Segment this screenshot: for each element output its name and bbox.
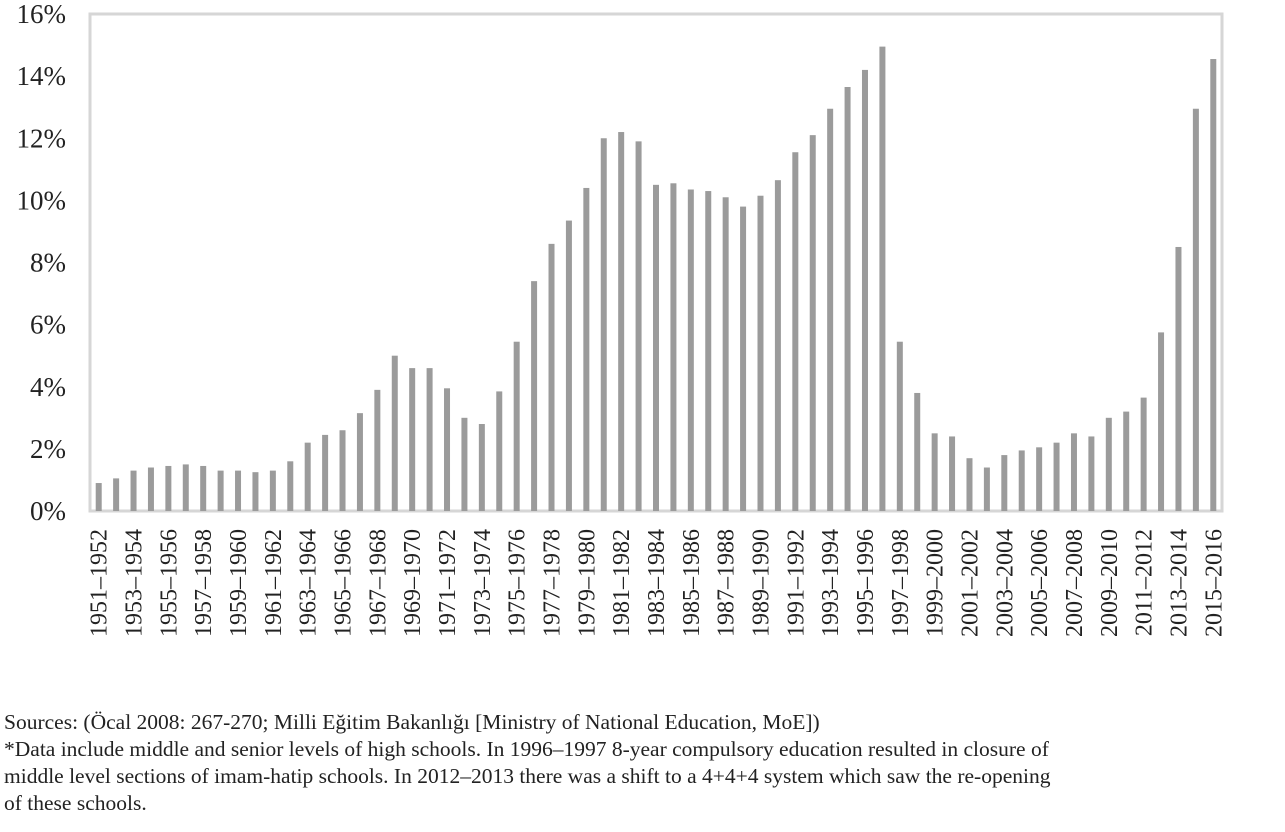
x-tick-label: 1999–2000	[922, 529, 949, 637]
x-axis	[87, 529, 1228, 637]
bar	[1193, 109, 1199, 511]
x-tick-label: 1955–1956	[156, 529, 183, 637]
bar	[427, 368, 433, 511]
x-tick-label: 1991–1992	[783, 529, 810, 637]
y-tick-label: 12%	[16, 123, 66, 154]
bar	[688, 190, 694, 512]
bar	[479, 424, 485, 511]
bar	[653, 185, 659, 511]
bar	[113, 478, 119, 511]
bar	[966, 458, 972, 511]
bar	[531, 281, 537, 511]
x-tick-label: 2009–2010	[1096, 529, 1123, 637]
x-tick-label: 1987–1988	[713, 529, 740, 637]
bar	[287, 461, 293, 511]
bar	[549, 244, 555, 511]
bar	[270, 471, 276, 511]
bar	[322, 435, 328, 511]
y-tick-label: 16%	[16, 0, 66, 29]
bar	[705, 191, 711, 511]
y-tick-label: 0%	[30, 496, 66, 526]
bar	[392, 356, 398, 511]
bar	[1071, 433, 1077, 511]
bar	[1210, 59, 1216, 511]
x-tick-label: 1979–1980	[574, 529, 601, 637]
x-tick-label: 1959–1960	[226, 529, 253, 637]
bar	[1106, 418, 1112, 511]
footnote-line-3: of these schools.	[4, 791, 147, 815]
bar	[1054, 443, 1060, 511]
bars	[96, 47, 1217, 511]
bar	[218, 471, 224, 511]
x-tick-label: 1973–1974	[469, 529, 496, 637]
x-tick-label: 1969–1970	[400, 529, 427, 637]
y-tick-label: 2%	[30, 433, 66, 464]
bar	[810, 135, 816, 511]
x-tick-label: 2001–2002	[957, 529, 984, 637]
bar	[792, 152, 798, 511]
x-tick-label: 1981–1982	[609, 529, 636, 637]
x-tick-label: 1993–1994	[818, 529, 845, 637]
bar	[618, 132, 624, 511]
bar	[636, 141, 642, 511]
bar	[1141, 398, 1147, 511]
bar	[374, 390, 380, 511]
bar	[1001, 455, 1007, 511]
bar	[601, 138, 607, 511]
bar	[340, 430, 346, 511]
bar	[566, 221, 572, 511]
sources-note: Sources: (Öcal 2008: 267-270; Milli Eğitim Bakanlığı [Ministry of National Education, MoE])	[4, 710, 820, 734]
x-tick-label: 1957–1958	[191, 529, 218, 637]
bar	[670, 183, 676, 511]
bar	[984, 468, 990, 511]
bar	[583, 188, 589, 511]
x-tick-label: 1971–1972	[435, 529, 462, 637]
x-tick-label: 2005–2006	[1027, 529, 1054, 637]
bar	[897, 342, 903, 511]
bar	[444, 388, 450, 511]
x-tick-label: 1953–1954	[121, 529, 148, 637]
y-tick-label: 14%	[16, 61, 66, 92]
x-tick-label: 2013–2014	[1166, 529, 1193, 637]
x-tick-label: 2003–2004	[992, 529, 1019, 637]
bar	[514, 342, 520, 511]
x-tick-label: 2015–2016	[1201, 529, 1228, 637]
y-axis	[17, 0, 67, 526]
bar	[932, 433, 938, 511]
footnote-line-1: *Data include middle and senior levels of high schools. In 1996–1997 8-year compulsory education resulted in closure of	[4, 737, 1049, 761]
bar	[305, 443, 311, 511]
bar	[96, 483, 102, 511]
x-tick-label: 1977–1978	[539, 529, 566, 637]
bar	[757, 196, 763, 511]
x-tick-label: 1989–1990	[748, 529, 775, 637]
bar	[914, 393, 920, 511]
bar	[862, 70, 868, 511]
x-tick-label: 2007–2008	[1061, 529, 1088, 637]
y-tick-label: 4%	[30, 371, 66, 402]
bar	[1088, 436, 1094, 511]
bar	[775, 180, 781, 511]
x-tick-label: 1995–1996	[852, 529, 879, 637]
bar	[461, 418, 467, 511]
y-tick-label: 8%	[30, 247, 66, 278]
bar	[496, 391, 502, 511]
bar	[409, 368, 415, 511]
x-tick-label: 1965–1966	[330, 529, 357, 637]
bar	[235, 471, 241, 511]
bar	[1123, 412, 1129, 511]
bar	[723, 197, 729, 511]
x-tick-label: 1967–1968	[365, 529, 392, 637]
x-tick-label: 1951–1952	[86, 529, 113, 637]
x-tick-label: 1961–1962	[260, 529, 287, 637]
bar	[131, 471, 137, 511]
x-tick-label: 1985–1986	[678, 529, 705, 637]
x-tick-label: 1997–1998	[887, 529, 914, 637]
x-tick-label: 1983–1984	[644, 529, 670, 637]
y-tick-label: 10%	[16, 185, 66, 216]
bar	[200, 466, 206, 511]
bar	[183, 464, 189, 511]
x-tick-label: 1963–1964	[295, 529, 322, 637]
x-tick-label: 2011–2012	[1131, 529, 1158, 637]
footnote-line-2: middle level sections of imam-hatip schools. In 2012–2013 there was a shift to a 4+4+4 system which saw the re-opening	[4, 764, 1051, 788]
bar	[1036, 447, 1042, 511]
bar	[879, 47, 885, 511]
bar	[1019, 450, 1025, 511]
x-tick-label: 1975–1976	[504, 529, 531, 637]
bar	[252, 472, 258, 511]
y-tick-label: 6%	[30, 309, 66, 340]
bar	[165, 466, 171, 511]
chart-notes	[4, 709, 1284, 817]
bar	[1158, 332, 1164, 511]
bar	[827, 109, 833, 511]
bar	[357, 413, 363, 511]
bar	[845, 87, 851, 511]
bar	[740, 207, 746, 511]
bar	[949, 436, 955, 511]
bar	[1175, 247, 1181, 511]
bar	[148, 468, 154, 511]
